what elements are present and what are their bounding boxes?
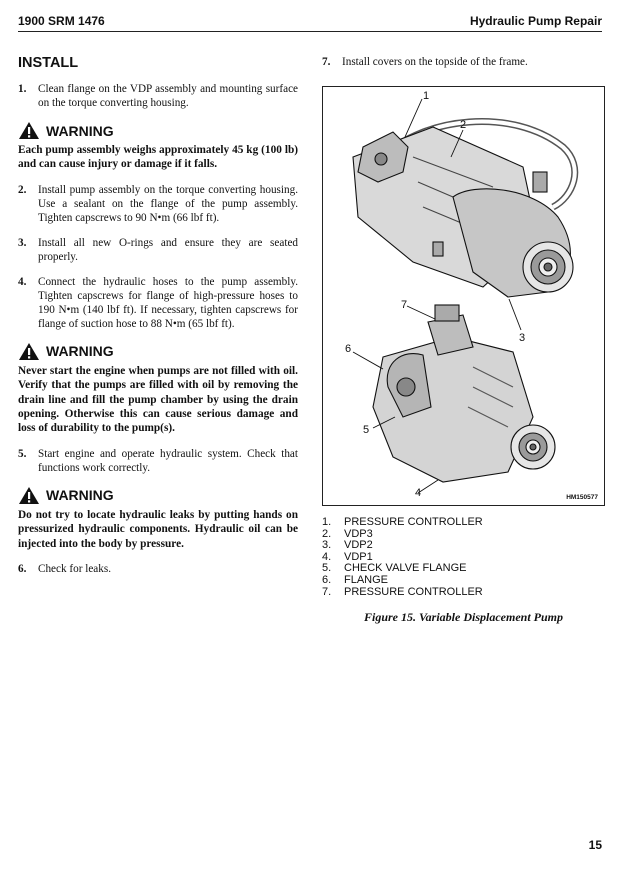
step-text: Install covers on the topside of the frame.: [342, 56, 528, 68]
warning-1-text: Each pump assembly weighs approximately 45 kg (100 lb) and can cause injury or damage if it falls.: [18, 144, 298, 171]
legend-item: [322, 575, 602, 587]
figure-code: HM150577: [566, 494, 598, 501]
page-number: 15: [588, 838, 602, 852]
callout-4: 4: [415, 487, 422, 499]
warning-title: WARNING: [46, 343, 114, 360]
legend-item: [322, 587, 602, 599]
step-number: 4.: [18, 275, 27, 288]
legend-label: PRESSURE CONTROLLER: [344, 585, 483, 598]
step-text: Clean flange on the VDP assembly and mounting surface on the torque converting housing.: [38, 83, 298, 109]
legend-label: FLANGE: [344, 573, 389, 586]
legend-number: 2.: [322, 527, 332, 540]
step-text: Connect the hydraulic hoses to the pump assembly. Tighten capscrews for flange of high-pressure hoses to 190 N•m (140 lbf ft). If necessary, tighten capscrews for flange of suction hose to 88 N•m (65 lbf ft).: [38, 275, 298, 330]
left-column: [18, 55, 298, 587]
callout-5: 5: [363, 424, 370, 436]
legend-number: 4.: [322, 550, 332, 563]
warning-title: WARNING: [46, 487, 114, 504]
step-7: [322, 55, 602, 69]
step-text: Check for leaks.: [38, 563, 112, 576]
step-number: 2.: [18, 183, 27, 196]
warning-2-header: [18, 342, 298, 361]
legend-label: VDP2: [344, 539, 373, 552]
step-text: Start engine and operate hydraulic system. Check that functions work correctly.: [38, 447, 298, 474]
figure-caption: Figure 15. Variable Displacement Pump: [363, 610, 563, 624]
section-title: INSTALL: [18, 55, 79, 71]
step-number: 6.: [18, 563, 27, 576]
legend-number: 1.: [322, 516, 332, 528]
step-text: Install all new O-rings and ensure they are seated properly.: [38, 236, 298, 263]
warning-2-text: Never start the engine when pumps are not filled with oil. Verify that the pumps are filled with oil by removing the drain line and fill the pump chamber by using the drain opening. Otherwise this can cause serious damage and loss of durability to the pump(s).: [18, 364, 298, 435]
step-6: [18, 562, 298, 576]
step-1: [18, 82, 298, 110]
step-4: [18, 275, 298, 331]
header-section-title: Hydraulic Pump Repair: [469, 14, 602, 28]
pump-figure: [322, 86, 605, 506]
figure-legend: [322, 517, 602, 598]
step-2: [18, 183, 298, 225]
step-number: 5.: [18, 447, 27, 460]
header-rule: [18, 31, 602, 32]
legend-label: CHECK VALVE FLANGE: [344, 562, 467, 575]
warning-icon: [18, 342, 40, 361]
legend-item: [322, 517, 602, 529]
warning-icon: [18, 486, 40, 505]
step-number: 1.: [18, 83, 27, 95]
right-column: [322, 55, 602, 80]
warning-1-header: [18, 121, 298, 140]
step-number: 7.: [322, 56, 331, 68]
step-text: Install pump assembly on the torque converting housing. Use a sealant on the flange of the pump assembly. Tighten capscrews to 90 N•m (66 lbf ft).: [38, 183, 298, 224]
callout-7: 7: [401, 299, 408, 311]
callout-1: 1: [423, 90, 430, 102]
legend-number: 5.: [322, 562, 332, 575]
warning-3-header: [18, 486, 298, 505]
header-document-id: 1900 SRM 1476: [18, 14, 105, 28]
legend-label: VDP3: [344, 527, 373, 540]
step-5: [18, 447, 298, 475]
legend-number: 6.: [322, 573, 332, 586]
legend-label: PRESSURE CONTROLLER: [344, 516, 483, 528]
callout-2: 2: [460, 119, 467, 131]
callout-6: 6: [345, 343, 352, 355]
pump-illustration: [323, 87, 604, 505]
callout-3: 3: [519, 332, 526, 344]
warning-3-text: Do not try to locate hydraulic leaks by putting hands on pressurized hydraulic components. Hydraulic oil can be injected into the body by pressure.: [18, 508, 298, 550]
legend-label: VDP1: [344, 550, 373, 563]
warning-title: WARNING: [46, 122, 114, 139]
warning-icon: [18, 121, 40, 140]
legend-number: 3.: [322, 539, 332, 552]
step-number: 3.: [18, 236, 27, 249]
step-3: [18, 236, 298, 264]
legend-number: 7.: [322, 585, 332, 598]
